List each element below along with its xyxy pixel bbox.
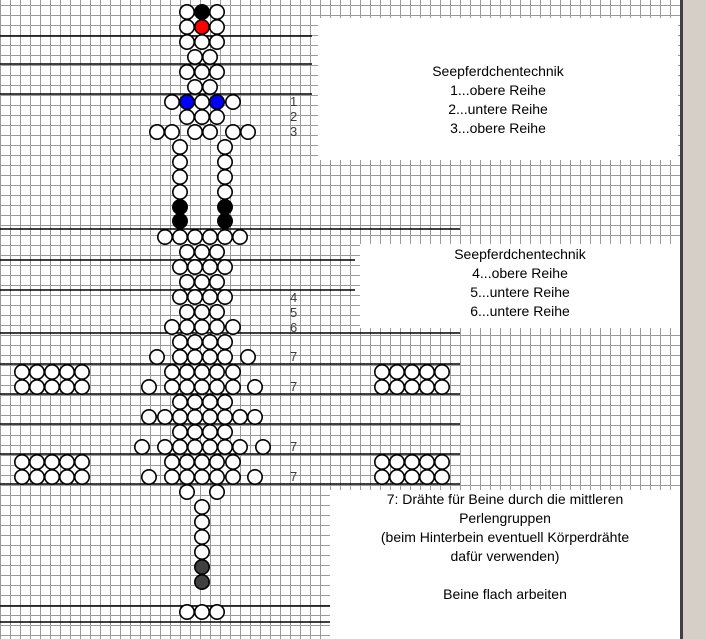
bead [226, 95, 240, 109]
bead [233, 440, 247, 454]
bead [203, 80, 217, 94]
bead [180, 305, 194, 319]
bead [226, 470, 240, 484]
bead [210, 485, 224, 499]
bead [203, 335, 217, 349]
bead [173, 155, 187, 169]
bead [30, 455, 44, 469]
bead [233, 410, 247, 424]
bead [218, 185, 232, 199]
bead [248, 470, 262, 484]
bead [375, 470, 389, 484]
bead [188, 80, 202, 94]
bead [218, 260, 232, 274]
bead [203, 50, 217, 64]
bead [218, 395, 232, 409]
bead [135, 440, 149, 454]
note-middle-line-1: 4...obere Reihe [472, 265, 568, 281]
bead [142, 380, 156, 394]
note-middle-line-3: 6...untere Reihe [470, 303, 570, 319]
bead [226, 125, 240, 139]
note-top [318, 18, 678, 160]
bead [195, 95, 209, 109]
bead [165, 365, 179, 379]
bead [150, 350, 164, 364]
bead [390, 380, 404, 394]
bead [203, 395, 217, 409]
bead [195, 380, 209, 394]
bead [188, 230, 202, 244]
note-middle [360, 244, 680, 328]
bead [195, 65, 209, 79]
bead [195, 365, 209, 379]
bead [180, 365, 194, 379]
bead [142, 410, 156, 424]
bead [180, 470, 194, 484]
bead [45, 455, 59, 469]
bead [180, 485, 194, 499]
bead [142, 470, 156, 484]
bead [203, 125, 217, 139]
bead [420, 365, 434, 379]
bead [195, 470, 209, 484]
bead [435, 470, 449, 484]
bead [15, 470, 29, 484]
bead [226, 455, 240, 469]
bead-gray [195, 575, 209, 589]
bead [180, 20, 194, 34]
bead [210, 65, 224, 79]
bead [210, 320, 224, 334]
bead [180, 35, 194, 49]
row-label-1: 1 [290, 94, 298, 109]
bead [60, 470, 74, 484]
bead [203, 350, 217, 364]
note-bottom-line-3: (beim Hinterbein eventuell Körperdrähte [380, 529, 630, 545]
row-label-5: 5 [290, 305, 298, 320]
bead-red-eye [195, 20, 209, 34]
bead [405, 470, 419, 484]
bead [165, 380, 179, 394]
bead [210, 605, 224, 619]
bead [165, 470, 179, 484]
bead [173, 410, 187, 424]
bead [15, 455, 29, 469]
bead-blue [180, 95, 194, 109]
bead-gray [195, 560, 209, 574]
bead [195, 605, 209, 619]
bead [375, 380, 389, 394]
note-middle-line-2: 5...untere Reihe [470, 284, 570, 300]
bead [210, 20, 224, 34]
bead [203, 260, 217, 274]
bead [195, 515, 209, 529]
bead [15, 365, 29, 379]
bead [420, 380, 434, 394]
bead [45, 365, 59, 379]
bead [188, 410, 202, 424]
note-bottom-line-6: Beine flach arbeiten [443, 586, 567, 602]
bead-black [173, 214, 187, 228]
bead [195, 35, 209, 49]
bead [195, 245, 209, 259]
bead [405, 380, 419, 394]
bead [15, 380, 29, 394]
bead [158, 410, 172, 424]
note-bottom-line-2: Perlengruppen [459, 510, 551, 526]
row-label-7a: 7 [290, 349, 298, 364]
bead [30, 470, 44, 484]
bead [218, 290, 232, 304]
bead [188, 350, 202, 364]
bead [173, 140, 187, 154]
bead [173, 335, 187, 349]
bead [30, 365, 44, 379]
bead [60, 380, 74, 394]
bead [165, 95, 179, 109]
bead [30, 380, 44, 394]
bead [188, 260, 202, 274]
bead [226, 320, 240, 334]
bead [390, 470, 404, 484]
bead [226, 365, 240, 379]
bead [390, 365, 404, 379]
bead [256, 440, 270, 454]
bead [203, 425, 217, 439]
bead [210, 35, 224, 49]
bead [405, 455, 419, 469]
bead [195, 275, 209, 289]
bead [188, 290, 202, 304]
window-scroll-edge [680, 0, 706, 639]
bead [241, 125, 255, 139]
bead [210, 365, 224, 379]
bead [218, 155, 232, 169]
bead [195, 500, 209, 514]
bead [420, 455, 434, 469]
bead [180, 380, 194, 394]
bead [60, 365, 74, 379]
bead [173, 290, 187, 304]
bead [203, 410, 217, 424]
bead [218, 170, 232, 184]
row-label-2: 2 [290, 109, 298, 124]
bead [195, 305, 209, 319]
bead [226, 380, 240, 394]
bead [218, 230, 232, 244]
bead [158, 440, 172, 454]
bead-black [218, 200, 232, 214]
bead [218, 440, 232, 454]
bead [188, 440, 202, 454]
bead [75, 470, 89, 484]
bead [248, 410, 262, 424]
bead [180, 455, 194, 469]
bead [75, 365, 89, 379]
bead-black [218, 214, 232, 228]
bead [188, 395, 202, 409]
note-middle-title: Seepferdchentechnik [454, 246, 586, 262]
bead [435, 455, 449, 469]
bead [218, 140, 232, 154]
bead [210, 455, 224, 469]
bead [180, 65, 194, 79]
bead [180, 320, 194, 334]
bead [241, 350, 255, 364]
bead [165, 455, 179, 469]
bead [188, 125, 202, 139]
bead [375, 455, 389, 469]
row-label-6: 6 [290, 320, 298, 335]
bead [45, 380, 59, 394]
bead [188, 335, 202, 349]
bead [375, 365, 389, 379]
row-label-7c: 7 [290, 439, 298, 454]
bead [150, 125, 164, 139]
bead [75, 380, 89, 394]
bead-blue [210, 95, 224, 109]
bead [180, 605, 194, 619]
note-bottom-line-4: dafür verwenden) [450, 548, 560, 564]
bead [203, 230, 217, 244]
bead-black [173, 200, 187, 214]
bead [218, 410, 232, 424]
bead [173, 170, 187, 184]
bead [435, 365, 449, 379]
bead [218, 425, 232, 439]
note-top-line-1: 1...obere Reihe [450, 82, 546, 98]
bead [180, 245, 194, 259]
bead [435, 380, 449, 394]
bead [195, 320, 209, 334]
bead [405, 365, 419, 379]
bead [210, 275, 224, 289]
bead [173, 185, 187, 199]
bead [173, 440, 187, 454]
bead [75, 455, 89, 469]
bead [195, 455, 209, 469]
bead [210, 470, 224, 484]
note-top-title: Seepferdchentechnik [432, 63, 564, 79]
bead [390, 455, 404, 469]
bead [188, 425, 202, 439]
bead [195, 110, 209, 124]
row-label-7d: 7 [290, 469, 298, 484]
note-bottom-line-1: 7: Drähte für Beine durch die mittleren [386, 491, 624, 507]
row-label-7b: 7 [290, 379, 298, 394]
bead [165, 320, 179, 334]
bead [180, 275, 194, 289]
bead [60, 455, 74, 469]
bead [233, 230, 247, 244]
note-top-line-3: 3...obere Reihe [450, 120, 546, 136]
bead [210, 5, 224, 19]
bead [165, 125, 179, 139]
bead [173, 230, 187, 244]
bead [173, 395, 187, 409]
bead-black [195, 5, 209, 19]
bead [180, 5, 194, 19]
bead [188, 50, 202, 64]
bead [210, 380, 224, 394]
bead [203, 290, 217, 304]
bead [173, 350, 187, 364]
bead [45, 470, 59, 484]
bead [180, 110, 194, 124]
note-bottom [330, 490, 680, 639]
bead [210, 110, 224, 124]
bead [420, 470, 434, 484]
note-top-line-2: 2...untere Reihe [448, 101, 548, 117]
bead [173, 260, 187, 274]
bead [203, 440, 217, 454]
bead [218, 350, 232, 364]
bead [158, 230, 172, 244]
bead [195, 545, 209, 559]
bead [210, 305, 224, 319]
row-label-3: 3 [290, 124, 298, 139]
bead [195, 530, 209, 544]
note-bottom-line-5 [330, 566, 680, 585]
bead [218, 335, 232, 349]
bead [210, 245, 224, 259]
row-label-4: 4 [290, 290, 298, 305]
bead [173, 425, 187, 439]
bead [248, 380, 262, 394]
